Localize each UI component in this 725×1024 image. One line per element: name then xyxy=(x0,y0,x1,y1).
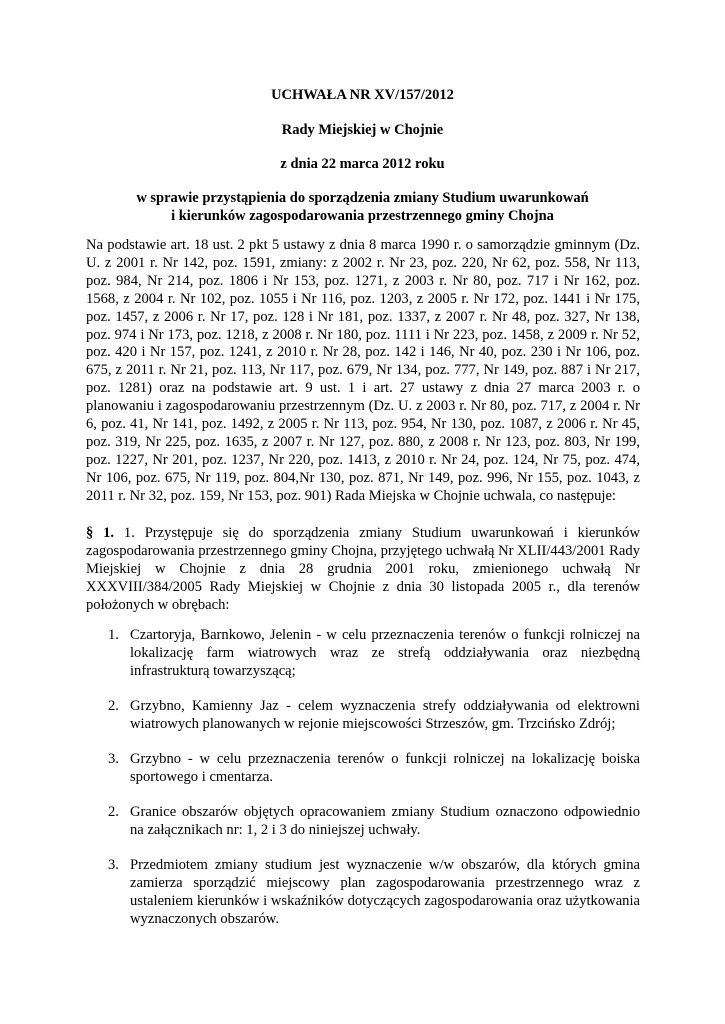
subject-line-2: i kierunków zagospodarowania przestrzennego gminy Chojna xyxy=(171,208,554,224)
list-item xyxy=(86,750,640,786)
issuer: Rady Miejskiej w Chojnie xyxy=(281,122,444,138)
list-item xyxy=(86,856,640,928)
list-number: 3. xyxy=(108,751,119,767)
section-marker: § 1. xyxy=(86,525,115,541)
list-text: Czartoryja, Barnkowo, Jelenin - w celu przeznaczenia terenów o funkcji rolniczej na lokalizację farm wiatrowych wraz ze strefą oddziaływania oraz niezbędną infrastrukturą towarzyszącą; xyxy=(130,627,640,679)
list-item xyxy=(86,697,640,733)
subject-line-1: w sprawie przystąpienia do sporządzenia zmiany Studium uwarunkowań xyxy=(136,190,589,206)
section-1-text: 1. Przystępuje się do sporządzenia zmiany Studium uwarunkowań i kierunków zagospodarowania przestrzennego gminy Chojna, przyjętego uchwałą Nr XLII/443/2001 Rady Miejskiej w Chojnie z dnia 28 grudnia 2001 roku, zmienionego uchwałą Nr XXXVIII/384/2005 Rady Miejskiej w Chojnie z dnia 30 listopada 2005 r., dla terenów położonych w obrębach: xyxy=(86,525,640,613)
list-number: 1. xyxy=(108,627,119,643)
list-text: Grzybno - w celu przeznaczenia terenów o funkcji rolniczej na lokalizację boiska sportowego i cmentarza. xyxy=(130,751,640,785)
preamble: Na podstawie art. 18 ust. 2 pkt 5 ustawy z dnia 8 marca 1990 r. o samorządzie gminnym (Dz. U. z 2001 r. Nr 142, poz. 1591, zmiany: z 2002 r. Nr 23, poz. 220, Nr 62, poz. 558, Nr 113, poz. 984, Nr 214, poz. 1806 i Nr 153, poz. 1271, z 2003 r. Nr 80, poz. 717 i Nr 162, poz. 1568, z 2004 r. Nr 102, poz. 1055 i Nr 116, poz. 1203, z 2005 r. Nr 172, poz. 1441 i Nr 175, poz. 1457, z 2006 r. Nr 17, poz. 128 i Nr 181, poz. 1337, z 2007 r. Nr 48, poz. 327, Nr 138, poz. 974 i Nr 173, poz. 1218, z 2008 r. Nr 180, poz. 1111 i Nr 223, poz. 1458, z 2009 r. Nr 52, poz. 420 i Nr 157, poz. 1241, z 2010 r. Nr 28, poz. 142 i 146, Nr 40, poz. 230 i Nr 106, poz. 675, z 2011 r. Nr 21, poz. 113, Nr 117, poz. 679, Nr 134, poz. 777, Nr 149, poz. 887 i Nr 217, poz. 1281) oraz na podstawie art. 9 ust. 1 i art. 27 ustawy z dnia 27 marca 2003 r. o planowaniu i zagospodarowaniu przestrzennym (Dz. U. z 2003 r. Nr 80, poz. 717, z 2004 r. Nr 6, poz. 41, Nr 141, poz. 1492, z 2005 r. Nr 113, poz. 954, Nr 130, poz. 1087, z 2006 r. Nr 45, poz. 319, Nr 225, poz. 1635, z 2007 r. Nr 127, poz. 880, z 2008 r. Nr 123, poz. 803, Nr 199, poz. 1227, Nr 201, poz. 1237, Nr 220, poz. 1413, z 2010 r. Nr 24, poz. 124, Nr 75, poz. 474, Nr 106, poz. 675, Nr 119, poz. 804,Nr 130, poz. 871, Nr 149, poz. 996, Nr 155, poz. 1043, z 2011 r. Nr 32, poz. 159, Nr 153, poz. 901) Rada Miejska w Chojnie uchwala, co następuje: xyxy=(86,237,640,504)
list-number: 2. xyxy=(108,698,119,714)
list-text: Przedmiotem zmiany studium jest wyznaczenie w/w obszarów, dla których gmina zamierza sporządzić miejscowy plan zagospodarowania przestrzennego wraz z ustaleniem kierunków i wskaźników dotyczących zagospodarowania oraz użytkowania wyznaczonych obszarów. xyxy=(130,857,640,927)
list-item xyxy=(86,626,640,680)
list-number: 3. xyxy=(108,857,119,873)
area-list xyxy=(86,626,640,928)
list-number: 2. xyxy=(108,804,119,820)
list-text: Granice obszarów objętych opracowaniem zmiany Studium oznaczono odpowiednio na załącznikach nr: 1, 2 i 3 do niniejszej uchwały. xyxy=(130,804,640,838)
list-item xyxy=(86,803,640,839)
list-text: Grzybno, Kamienny Jaz - celem wyznaczenia strefy oddziaływania od elektrowni wiatrowych planowanych w rejonie miejscowości Strzeszów, gm. Trzcińsko Zdrój; xyxy=(130,698,640,732)
resolution-date: z dnia 22 marca 2012 roku xyxy=(280,156,445,172)
resolution-number: UCHWAŁA NR XV/157/2012 xyxy=(271,87,454,103)
section-1 xyxy=(86,525,640,615)
